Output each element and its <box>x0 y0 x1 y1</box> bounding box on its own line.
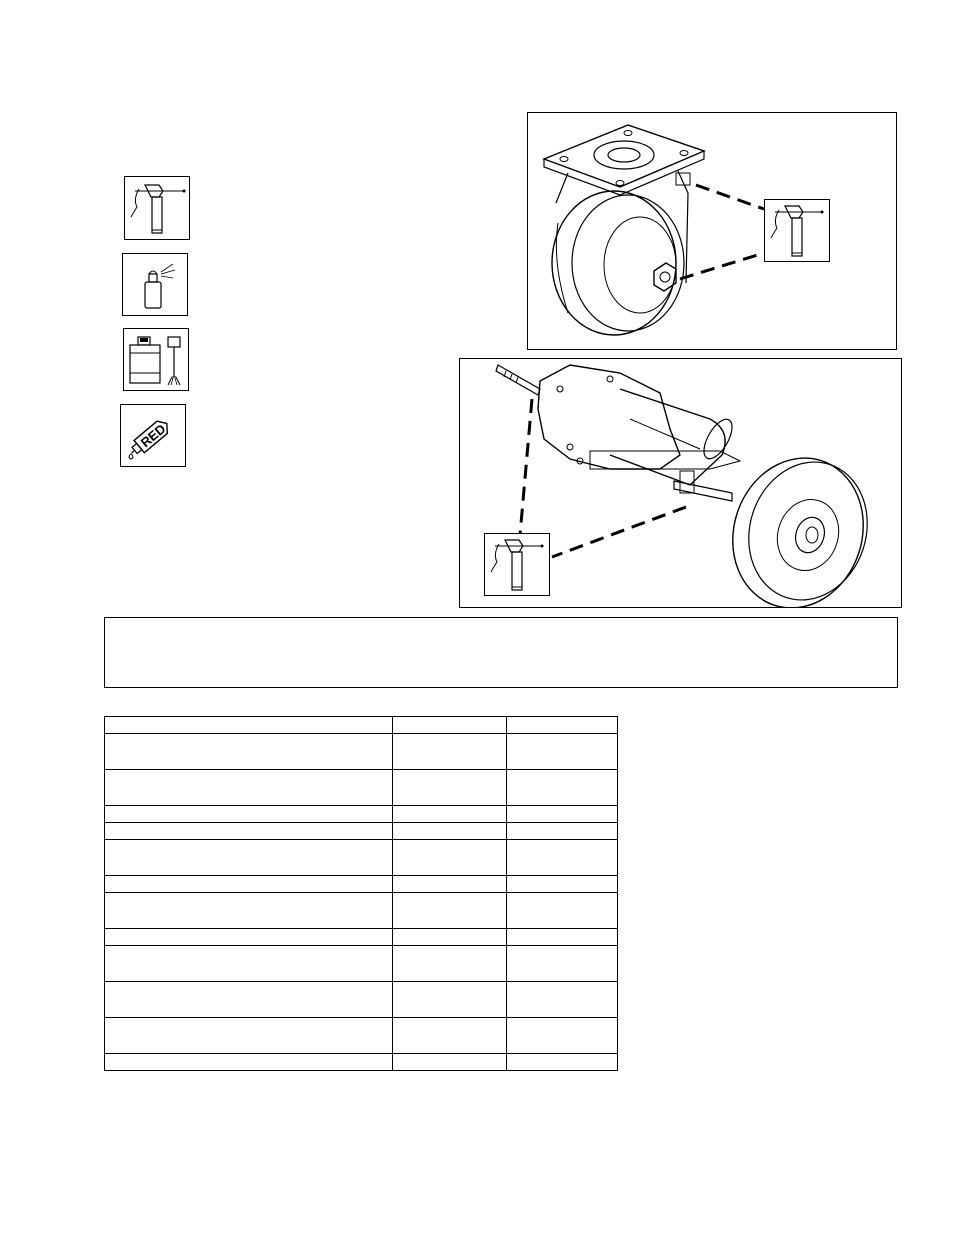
table-cell <box>105 770 393 806</box>
caster-grease-gun-icon <box>764 199 830 262</box>
table-row <box>105 717 618 734</box>
table-cell <box>507 770 618 806</box>
table-cell <box>393 1054 507 1071</box>
table-cell <box>393 717 507 734</box>
table-cell <box>105 1018 393 1054</box>
table-cell <box>507 717 618 734</box>
table-cell <box>507 823 618 840</box>
table-cell <box>393 770 507 806</box>
table-row <box>105 1054 618 1071</box>
table-row <box>105 893 618 929</box>
table-row <box>105 1018 618 1054</box>
table-row <box>105 840 618 876</box>
table-cell <box>393 929 507 946</box>
table-cell <box>393 806 507 823</box>
table-cell <box>393 876 507 893</box>
table-cell <box>105 893 393 929</box>
table-cell <box>507 982 618 1018</box>
table-cell <box>105 946 393 982</box>
table-cell <box>507 1054 618 1071</box>
table-cell <box>393 840 507 876</box>
table-cell <box>105 876 393 893</box>
table-cell <box>393 1018 507 1054</box>
table-row <box>105 823 618 840</box>
table-cell <box>393 982 507 1018</box>
table-cell <box>105 734 393 770</box>
table-row <box>105 806 618 823</box>
red-label: RED <box>137 420 169 451</box>
table-cell <box>105 840 393 876</box>
note-box <box>104 617 898 688</box>
table-cell <box>105 717 393 734</box>
table-cell <box>105 806 393 823</box>
table-row <box>105 929 618 946</box>
grease-gun-icon <box>124 176 190 240</box>
table-cell <box>507 876 618 893</box>
table-row <box>105 982 618 1018</box>
table-cell <box>507 806 618 823</box>
table-row <box>105 770 618 806</box>
table-cell <box>507 1018 618 1054</box>
table-cell <box>507 734 618 770</box>
table-row <box>105 734 618 770</box>
table-row <box>105 876 618 893</box>
table-cell <box>507 946 618 982</box>
table-cell <box>507 893 618 929</box>
table-cell <box>393 823 507 840</box>
table-cell <box>507 840 618 876</box>
table-cell <box>507 929 618 946</box>
drive-grease-gun-icon <box>484 533 550 596</box>
table-cell <box>105 1054 393 1071</box>
caster-figure <box>527 112 897 350</box>
table-cell <box>105 823 393 840</box>
table-cell <box>393 734 507 770</box>
lubrication-table <box>104 716 618 1071</box>
table-cell <box>105 929 393 946</box>
spray-lubricant-icon <box>122 253 188 316</box>
table-cell <box>105 982 393 1018</box>
oil-can-brush-icon <box>123 328 189 391</box>
table-cell <box>393 946 507 982</box>
table-row <box>105 946 618 982</box>
thread-locker-red-icon <box>120 404 186 467</box>
table-cell <box>393 893 507 929</box>
